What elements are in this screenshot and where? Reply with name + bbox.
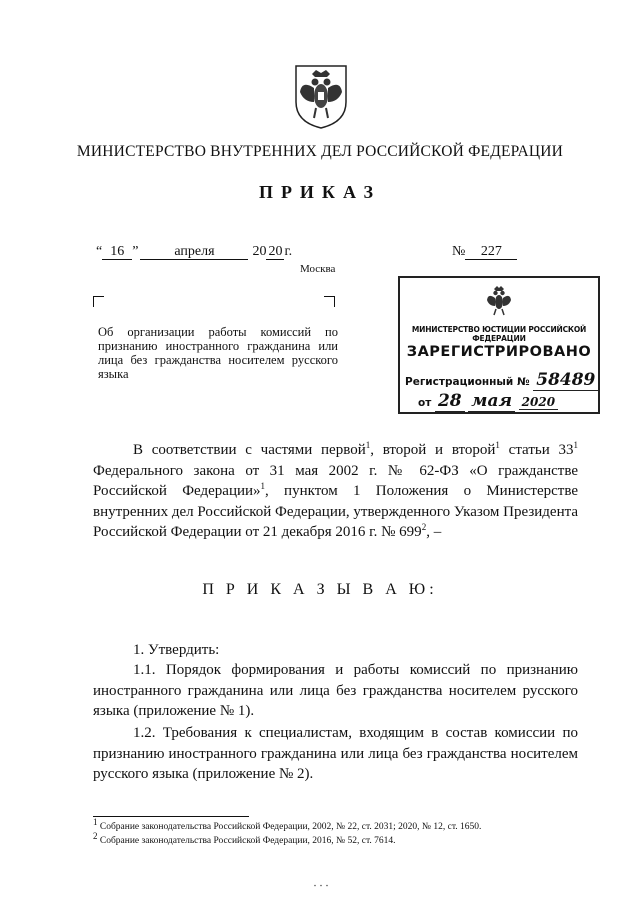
item-1: 1. Утвердить: [133,642,220,658]
preamble-text: , – [426,524,442,540]
subject-bracket-left [93,296,104,307]
order-directive: П Р И К А З Ы В А Ю: [202,581,438,598]
stamp-coat-of-arms-icon [484,284,514,318]
footnote-2 [93,831,396,847]
footnote-mark: 1 [93,817,98,827]
footnote-divider [93,816,249,817]
stamp-date-year: 2020 [519,395,558,410]
stamp-organization: МИНИСТЕРСТВО ЮСТИЦИИ РОССИЙСКОЙ ФЕДЕРАЦИИ [411,325,587,343]
footnote-ref: 1 [573,440,578,450]
preamble-text: , пунктом 1 Положения о Министерстве внутренних дел Российской Федерации, утвержденного Указом Президента Российской Федерации от 21 декабря 2016 г. № 699 [93,483,578,540]
stamp-registration-number [405,370,598,390]
footnote-ref: 2 [421,522,427,532]
date-year-mark: г. [284,244,293,259]
stamp-date-day: 28 [435,391,465,412]
preamble-text: статьи 33 [499,442,574,458]
stamp-date-month: мая [468,391,515,412]
order-subject: Об организации работы комиссий по признанию иностранного гражданина или лица без гражданства носителем русского языка [98,325,338,381]
date-month: апреля [140,245,248,260]
date-close-quote: ” [132,244,139,259]
city: Москва [300,263,336,275]
footnote-1 [93,817,482,833]
number-label: № [452,244,466,259]
stamp-reg-label: Регистрационный № [405,376,530,388]
footnote-text: Собрание законодательства Российской Федерации, 2016, № 52, ст. 7614. [97,836,396,847]
stamp-date [418,391,558,411]
russian-coat-of-arms-icon [292,62,350,130]
stamp-reg-number: 58489 [533,370,598,391]
footnote-ref: 1 [495,440,500,450]
item-1-2: 1.2. Требования к специалистам, входящим в состав комиссии по признанию иностранного гражданина или лица без гражданства носителем русского языка (приложение № 2). [93,725,578,782]
preamble-text: , второй и второй [370,442,496,458]
stamp-status: ЗАРЕГИСТРИРОВАНО [406,344,592,360]
date-year-suffix: 20 [268,244,283,259]
stamp-date-prefix: от [418,397,432,409]
date-day: 16 [102,245,132,260]
ministry-name: МИНИСТЕРСТВО ВНУТРЕННИХ ДЕЛ РОССИЙСКОЙ ФЕДЕРАЦИИ [76,143,564,160]
footnote-ref: 1 [260,481,266,491]
footnote-mark: 2 [93,831,98,841]
subject-bracket-right [324,296,335,307]
document-type: ПРИКАЗ [258,182,382,202]
date-open-quote: “ [96,244,103,259]
footnote-text: Собрание законодательства Российской Федерации, 2002, № 22, ст. 2031; 2020, № 12, ст. 1650. [97,822,482,833]
preamble-text: Федерального закона от 31 мая 2002 г. № 62-ФЗ «О гражданстве Российской Федерации» [93,462,578,499]
preamble-text: В соответствии с частями первой [133,442,366,458]
number-value: 227 [465,245,517,260]
date-year-prefix: 20 [252,244,267,259]
registration-stamp [398,276,600,414]
preamble [93,440,578,543]
scan-speck [312,884,332,887]
item-1-1: 1.1. Порядок формирования и работы комиссий по признанию иностранного гражданина или лица без гражданства носителем русского языка (приложение № 1). [93,662,578,719]
order-date [96,244,292,260]
footnote-ref: 1 [365,440,371,450]
order-number [452,244,517,260]
